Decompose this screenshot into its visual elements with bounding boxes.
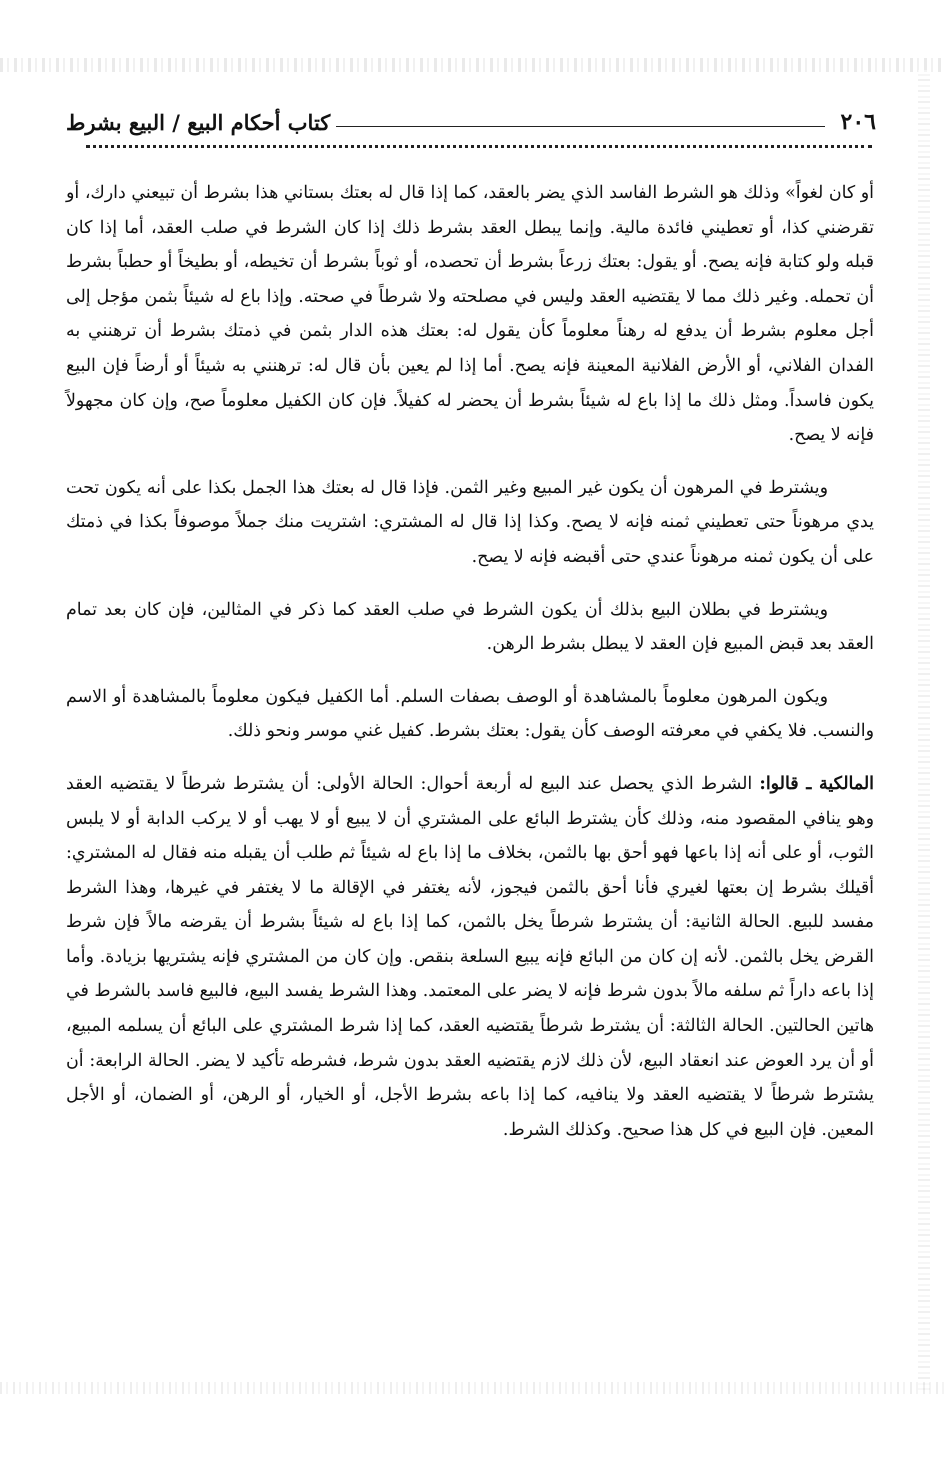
- paragraph-4: ويكون المرهون معلوماً بالمشاهدة أو الوصف بصفات السلم. أما الكفيل فيكون معلوماً بالمشاهدة أو الاسم والنسب. فلا يكفي في معرفته الوصف كأن يقول: بعتك بشرط. كفيل غني موسر ونحو ذلك.: [66, 686, 874, 742]
- page-body: [66, 176, 874, 1165]
- dotted-separator: [86, 145, 872, 148]
- paragraph-5: [66, 767, 874, 1148]
- page-number: ٢٠٦: [840, 109, 876, 135]
- scan-noise-top: [0, 58, 944, 72]
- paragraph-1: أو كان لغواً» وذلك هو الشرط الفاسد الذي يضر بالعقد، كما إذا قال له بعتك بستاني هذا بشرط أن تبيعني دارك، أو تقرضني كذا، أو تعطيني فائدة مالية. وإنما يبطل العقد بشرط ذلك إذا كان الشرط في صلب العقد، أما إذا كان قبله ولو كتابة فإنه يصح. أو يقول: بعتك زرعاً بشرط أن تحصده، أو ثوباً بشرط أن تخيطه، أو بطيخاً أو حطباً بشرط أن تحمله. وغير ذلك مما لا يقتضيه العقد وليس في مصلحته ولا شرطاً في صحته. وإذا باع له شيئاً بثمن مؤجل إلى أجل معلوم بشرط أن يدفع له رهناً معلوماً كأن يقول له: بعتك هذه الدار بثمن في ذمتك بشرط أن ترهنني به الفدان الفلاني، أو الأرض الفلانية المعينة فإنه يصح. أما إذا لم يعين بأن قال له: ترهنني به شيئاً أو أرضاً فإن البيع يكون فاسداً. ومثل ذلك ما إذا باع له شيئاً بشرط أن يحضر له كفيلاً. فإن كان الكفيل معلوماً صح، وإن كان مجهولاً فإنه لا يصح.: [66, 183, 874, 446]
- header-rule: [336, 126, 824, 127]
- scan-noise-right: [918, 70, 930, 1390]
- school-name-malikiyya: المالكية ـ قالوا:: [759, 773, 875, 794]
- scan-noise-bottom: [0, 1382, 944, 1394]
- running-title: كتاب أحكام البيع / البيع بشرط: [66, 109, 331, 135]
- page-header: [66, 102, 876, 142]
- paragraph-2: ويشترط في المرهون أن يكون غير المبيع وغير الثمن. فإذا قال له بعتك هذا الجمل بكذا على أنه يكون تحت يدي مرهوناً حتى تعطيني ثمنه فإنه لا يصح. وكذا إذا قال له المشتري: اشتريت منك جملاً موصوفاً بكذا في ذمتك على أن يكون ثمنه مرهوناً عندي حتى أقبضه فإنه لا يصح.: [66, 477, 874, 567]
- paragraph-3: ويشترط في بطلان البيع بذلك أن يكون الشرط في صلب العقد كما ذكر في المثالين، فإن كان بعد تمام العقد بعد قبض المبيع فإن العقد لا يبطل بشرط الرهن.: [66, 599, 874, 655]
- paragraph-5-text: الشرط الذي يحصل عند البيع له أربعة أحوال: الحالة الأولى: أن يشترط شرطاً لا يقتضيه العقد وهو ينافي المقصود منه، وذلك كأن يشترط البائع على المشتري أن لا يبيع أو لا يهب أو لا يركب الدابة أو لا يلبس الثوب، أو على أنه إذا باعها فهو أحق بها بالثمن، بخلاف ما إذا باع له شيئاً ثم طلب أن يقبله منه فقال له المشتري: أقيلك بشرط إن بعتها لغيري فأنا أحق بالثمن فيجوز، لأنه يغتفر في الإقالة ما لا يغتفر في غيرها، وهذا الشرط مفسد للبيع. الحالة الثانية: أن يشترط شرطاً يخل بالثمن، كما إذا باع له شيئاً بشرط أن يقرضه مالاً فإن شرط القرض يخل بالثمن. لأنه إن كان من البائع فإنه يبيع السلعة بنقص. وإن كان من المشتري فإنه يشتريها بزيادة. وأما إذا باعه داراً ثم سلفه مالاً بدون شرط فإنه لا يضر على المعتمد. وهذا الشرط يفسد البيع، فالبيع فاسد بالشرط في هاتين الحالتين. الحالة الثالثة: أن يشترط شرطاً يقتضيه العقد، كما إذا شرط المشتري على البائع أن يسلمه المبيع، أو أن يرد العوض عند انعقاد البيع، لأن ذلك لازم يقتضيه العقد بدون شرط، فشرطه تأكيد لا يضر. الحالة الرابعة: أن يشترط شرطاً لا يقتضيه العقد ولا ينافيه، كما إذا باعه بشرط الأجل، أو الخيار، أو الرهن، أو الضمان، أو الأجل المعين. فإن البيع في كل هذا صحيح. وكذلك الشرط.: [66, 773, 874, 1140]
